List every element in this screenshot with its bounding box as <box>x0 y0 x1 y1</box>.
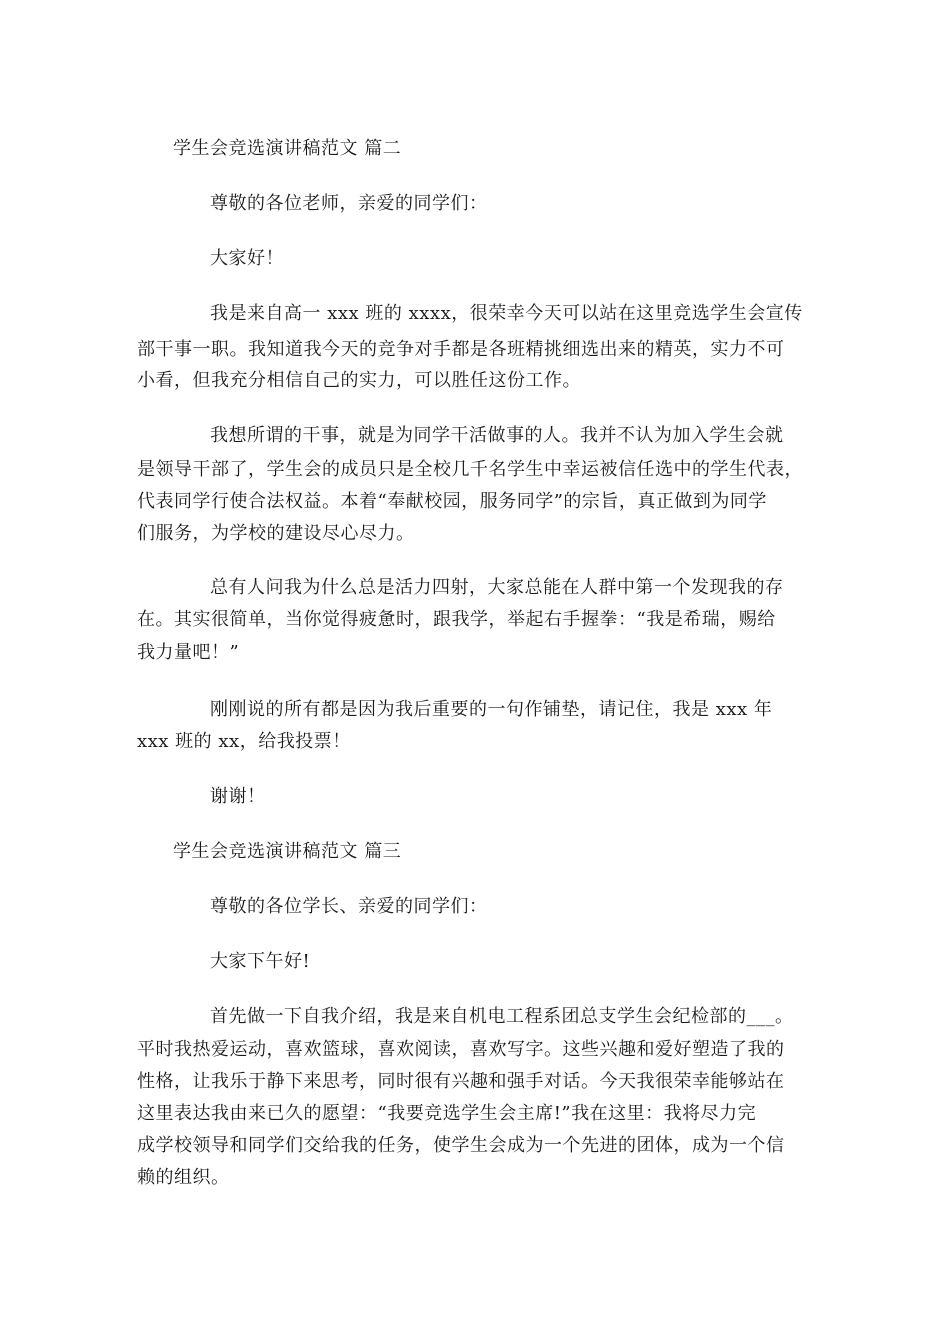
paragraph-line: 代表同学行使合法权益。本着“奉献校园，服务同学”的宗旨，真正做到为同学 <box>137 491 767 512</box>
paragraph-line: 首先做一下自我介绍，我是来自机电工程系团总支学生会纪检部的___。 <box>210 1006 794 1027</box>
section-title: 学生会竞选演讲稿范文 篇三 <box>173 841 402 862</box>
paragraph-line: 是领导干部了，学生会的成员只是全校几千名学生中幸运被信任选中的学生代表， <box>137 459 803 480</box>
greeting: 大家好！ <box>210 248 284 269</box>
closing: 谢谢！ <box>210 786 266 807</box>
paragraph-line: 总有人问我为什么总是活力四射，大家总能在人群中第一个发现我的存 <box>210 577 784 598</box>
paragraph-line: 性格，让我乐于静下来思考，同时很有兴趣和强手对话。今天我很荣幸能够站在 <box>137 1071 785 1092</box>
paragraph-line: 部干事一职。我知道我今天的竞争对手都是各班精挑细选出来的精英，实力不可 <box>137 339 785 360</box>
paragraph-line: 刚刚说的所有都是因为我后重要的一句作铺垫，请记住，我是 xxx 年 <box>210 699 773 720</box>
paragraph-line: 平时我热爱运动，喜欢篮球，喜欢阅读，喜欢写字。这些兴趣和爱好塑造了我的 <box>137 1039 785 1060</box>
paragraph-line: 成学校领导和同学们交给我的任务，使学生会成为一个先进的团体，成为一个信 <box>137 1135 785 1156</box>
paragraph-line: 们服务，为学校的建设尽心尽力。 <box>137 523 415 544</box>
paragraph-line: 赖的组织。 <box>137 1167 230 1188</box>
salutation: 尊敬的各位老师，亲爱的同学们： <box>210 193 488 214</box>
paragraph-line: xxx 班的 xx，给我投票！ <box>137 731 351 752</box>
paragraph-line: 在。其实很简单，当你觉得疲惫时，跟我学，举起右手握拳：“我是希瑞，赐给 <box>137 609 776 630</box>
paragraph-line: 我想所谓的干事，就是为同学干活做事的人。我并不认为加入学生会就 <box>210 425 784 446</box>
paragraph-line: 这里表达我由来已久的愿望：“我要竞选学生会主席!”我在这里：我将尽力完 <box>137 1103 757 1124</box>
salutation: 尊敬的各位学长、亲爱的同学们： <box>210 896 488 917</box>
greeting: 大家下午好! <box>210 951 311 972</box>
paragraph-line: 小看，但我充分相信自己的实力，可以胜任这份工作。 <box>137 370 581 391</box>
paragraph-line: 我是来自高一 xxx 班的 xxxx，很荣幸今天可以站在这里竞选学生会宣传 <box>210 303 803 324</box>
section-title: 学生会竞选演讲稿范文 篇二 <box>173 138 402 159</box>
paragraph-line: 我力量吧！” <box>137 642 240 663</box>
